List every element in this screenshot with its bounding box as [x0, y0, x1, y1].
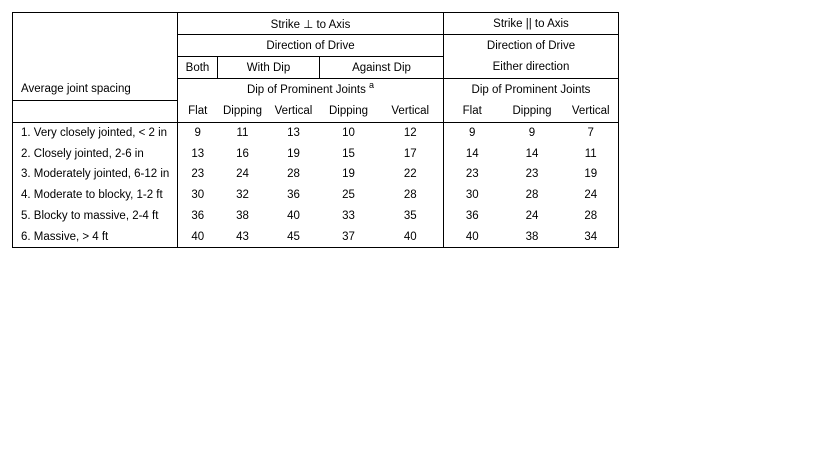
cell: 19	[342, 168, 355, 181]
row-label: 5. Blocky to massive, 2-4 ft	[21, 210, 159, 223]
dip-prominent-header: Dip of Prominent Joints $^a$	[178, 79, 444, 101]
col-flat-parallel: Flat	[444, 100, 501, 122]
cell: 36	[287, 189, 300, 202]
cell: 13	[287, 126, 300, 139]
cell: 19	[584, 168, 598, 181]
row-label: 1. Very closely jointed, < 2 in	[21, 126, 168, 139]
cell: 40	[287, 210, 300, 223]
cell: 11	[236, 126, 249, 139]
col-vertical-against: Vertical	[378, 100, 444, 122]
direction-of-drive-header-2: Direction of Drive	[444, 35, 619, 57]
col-dipping-against: Dipping	[320, 100, 378, 122]
column-header-row	[13, 100, 619, 122]
table-row	[13, 143, 619, 164]
cell: 37	[342, 230, 355, 243]
cell: 28	[403, 189, 417, 202]
row-label: 4. Moderate to blocky, 1-2 ft	[21, 189, 163, 202]
cell: 28	[525, 189, 539, 202]
cell: 45	[287, 230, 300, 243]
either-direction-header: Either direction	[444, 57, 619, 79]
cell: 10	[342, 126, 355, 139]
cell: 22	[403, 168, 417, 181]
cell: 17	[403, 147, 417, 160]
cell: 24	[584, 189, 598, 202]
cell: 38	[525, 230, 539, 243]
cell: 40	[403, 230, 417, 243]
footnote-marker: a	[369, 79, 375, 90]
cell: 9	[528, 126, 536, 139]
cell: 36	[178, 206, 218, 227]
cell: 43	[236, 230, 249, 243]
cell: 7	[587, 126, 594, 139]
row-label: 6. Massive, > 4 ft	[21, 230, 109, 243]
cell: 14	[525, 147, 539, 160]
cell: 13	[178, 143, 218, 164]
table-row	[13, 164, 619, 185]
table-row	[13, 185, 619, 206]
cell: 40	[178, 226, 218, 247]
direction-of-drive-header: Direction of Drive	[178, 35, 444, 57]
cell: 38	[236, 210, 249, 223]
col-dipping-parallel: Dipping	[501, 100, 564, 122]
cell: 23	[525, 168, 539, 181]
cell: 40	[444, 226, 501, 247]
cell: 33	[342, 210, 355, 223]
both-header: Both	[178, 57, 218, 79]
row-label: 3. Moderately jointed, 6-12 in	[21, 168, 170, 181]
table-row	[13, 122, 619, 143]
cell: 11	[584, 147, 597, 160]
cell: 15	[342, 147, 355, 160]
strike-parallel-header: Strike || to Axis	[444, 13, 619, 35]
col-vertical: Vertical	[268, 100, 320, 122]
table-row	[13, 226, 619, 247]
cell: 28	[584, 210, 598, 223]
cell: 32	[236, 189, 249, 202]
dip-prominent-header-2: Dip of Prominent Joints	[444, 79, 619, 101]
cell: 34	[584, 230, 598, 243]
table-row	[13, 206, 619, 227]
cell: 23	[444, 164, 501, 185]
col-dipping: Dipping	[218, 100, 268, 122]
col-flat: Flat	[178, 100, 218, 122]
cell: 24	[525, 210, 539, 223]
cell: 30	[178, 185, 218, 206]
row-label: 2. Closely jointed, 2-6 in	[21, 147, 144, 160]
strike-perpendicular-header: Strike ⊥ to Axis	[178, 13, 444, 35]
cell: 25	[342, 189, 355, 202]
with-dip-header: With Dip	[218, 57, 320, 79]
row-label-header: Average joint spacing	[13, 13, 178, 101]
cell: 36	[444, 206, 501, 227]
cell: 28	[287, 168, 300, 181]
cell: 35	[403, 210, 417, 223]
cell: 19	[287, 147, 300, 160]
cell: 30	[444, 185, 501, 206]
col-vertical-parallel: Vertical	[564, 100, 619, 122]
cell: 16	[236, 147, 249, 160]
joint-spacing-table	[12, 12, 619, 248]
cell: 9	[444, 122, 501, 143]
cell: 23	[178, 164, 218, 185]
against-dip-header: Against Dip	[320, 57, 444, 79]
cell: 12	[403, 126, 417, 139]
cell: 9	[178, 122, 218, 143]
cell: 24	[236, 168, 249, 181]
cell: 14	[444, 143, 501, 164]
